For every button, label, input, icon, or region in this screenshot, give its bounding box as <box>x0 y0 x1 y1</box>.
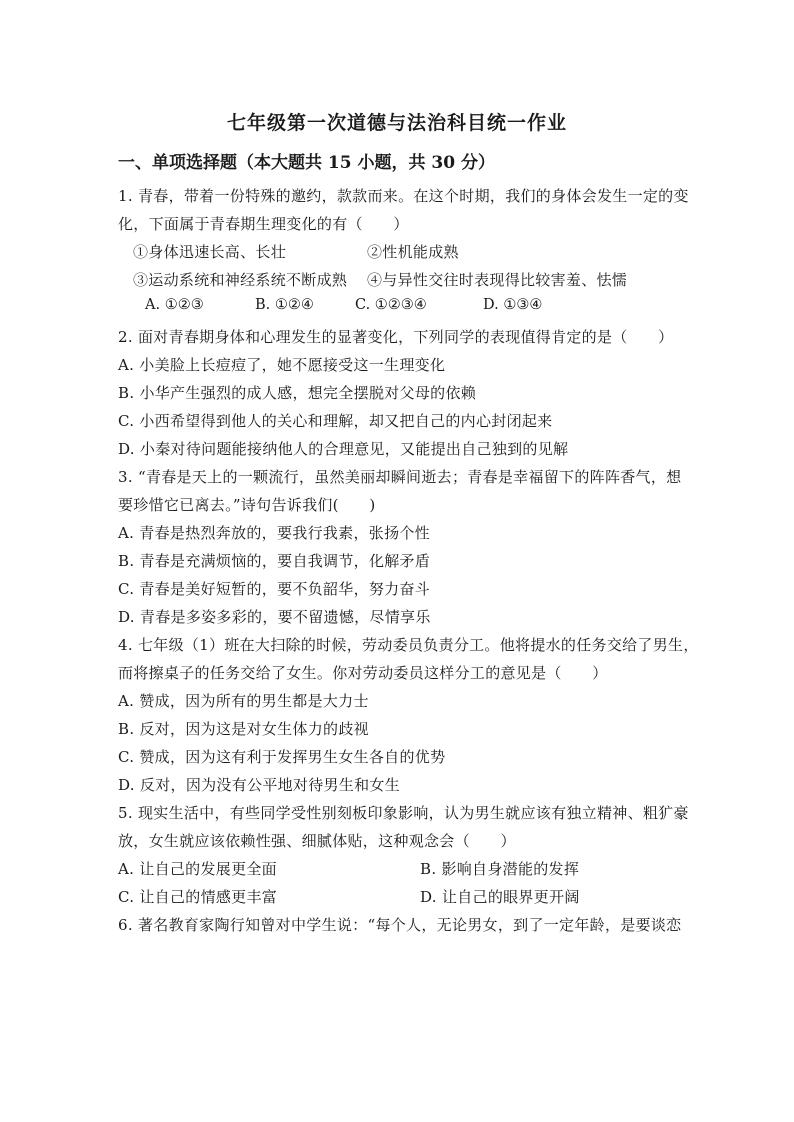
question-1-stem: 1. 青春，带着一份特殊的邀约，款款而来。在这个时期，我们的身体会发生一定的变 <box>118 187 689 205</box>
question-3-option-b: B. 青春是充满烦恼的，要自我调节，化解矛盾 <box>118 552 431 570</box>
question-3-option-c: C. 青春是美好短暂的，要不负韶华，努力奋斗 <box>118 580 431 598</box>
question-5-stem: 5. 现实生活中，有些同学受性别刻板印象影响，认为男生就应该有独立精神、粗犷豪 <box>118 804 689 822</box>
question-1-item-3: ③运动系统和神经系统不断成熟 <box>133 271 348 289</box>
question-3-option-d: D. 青春是多姿多彩的，要不留遗憾，尽情享乐 <box>118 608 431 626</box>
question-4-stem: 4. 七年级（1）班在大扫除的时候，劳动委员负责分工。他将提水的任务交给了男生， <box>118 636 699 654</box>
question-4-stem-cont: 而将擦桌子的任务交给了女生。你对劳动委员这样分工的意见是（ ） <box>118 664 608 682</box>
question-2-stem: 2. 面对青春期身体和心理发生的显著变化，下列同学的表现值得肯定的是（ ） <box>118 328 674 346</box>
question-2-option-c: C. 小西希望得到他人的关心和理解，却又把自己的内心封闭起来 <box>118 412 553 430</box>
question-2-option-a: A. 小美脸上长痘痘了，她不愿接受这一生理变化 <box>118 356 446 374</box>
question-3-option-a: A. 青春是热烈奔放的，要我行我素，张扬个性 <box>118 524 430 542</box>
question-5-option-b: B. 影响自身潜能的发挥 <box>420 860 580 878</box>
question-3-stem-cont: 要珍惜它已离去。”诗句告诉我们( ) <box>118 496 376 514</box>
question-5-option-a: A. 让自己的发展更全面 <box>118 860 277 878</box>
question-3-stem: 3. “青春是天上的一颗流行，虽然美丽却瞬间逝去；青春是幸福留下的阵阵香气，想 <box>118 468 682 486</box>
question-4-option-a: A. 赞成，因为所有的男生都是大力士 <box>118 692 369 710</box>
question-1-option-a: A. ①②③ <box>145 297 204 313</box>
page-title: 七年级第一次道德与法治科目统一作业 <box>226 112 567 134</box>
question-1-option-c: C. ①②③④ <box>355 297 427 313</box>
question-1-item-1: ①身体迅速长高、长壮 <box>133 243 287 261</box>
question-2-option-b: B. 小华产生强烈的成人感，想完全摆脱对父母的依赖 <box>118 384 477 402</box>
question-1-option-d: D. ①③④ <box>483 297 543 313</box>
question-1-item-2: ②性机能成熟 <box>367 243 459 261</box>
question-5-option-d: D. 让自己的眼界更开阔 <box>420 888 580 906</box>
question-5-option-c: C. 让自己的情感更丰富 <box>118 888 278 906</box>
question-1-option-b: B. ①②④ <box>255 297 314 313</box>
question-1-stem-cont: 化，下面属于青春期生理变化的有（ ） <box>118 215 409 233</box>
question-1-item-4: ④与异性交往时表现得比较害羞、怯懦 <box>367 271 628 289</box>
question-5-stem-cont: 放，女生就应该依赖性强、细腻体贴，这种观念会（ ） <box>118 832 516 850</box>
question-4-option-d: D. 反对，因为没有公平地对待男生和女生 <box>118 776 401 794</box>
question-2-option-d: D. 小秦对待问题能接纳他人的合理意见，又能提出自己独到的见解 <box>118 440 569 458</box>
question-4-option-c: C. 赞成，因为这有利于发挥男生女生各自的优势 <box>118 748 446 766</box>
section-heading: 一、单项选择题（本大题共 15 小题，共 30 分） <box>118 153 495 173</box>
question-6-stem: 6. 著名教育家陶行知曾对中学生说：“每个人，无论男女，到了一定年龄，是要谈恋 <box>118 916 682 934</box>
question-4-option-b: B. 反对，因为这是对女生体力的歧视 <box>118 720 369 738</box>
